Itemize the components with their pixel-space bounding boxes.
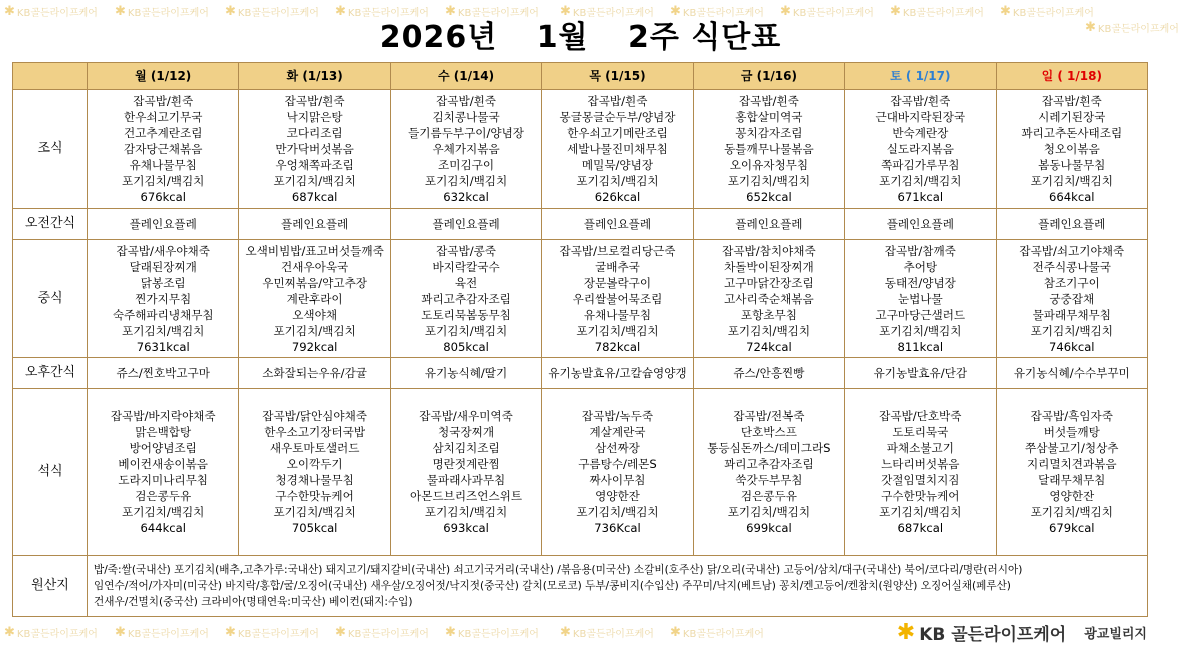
branch-name: 광교빌리지 — [1084, 627, 1147, 642]
row-afternoon-snack — [13, 358, 1148, 389]
dish-item: 우엉채쪽파조림 — [275, 158, 354, 172]
watermark — [670, 625, 764, 640]
origin-line: 밥/죽:쌀(국내산) 포기김치(배추,고추가루:국내산) 돼지고기/돼지갈비(국내산) 쇠고기국거리(국내산) /볶음용(미국산) 소갈비(호주산) 닭/오리(국내산) 고등어/삼치/대구(국내산) 북어/코다리/명란(러시아) — [94, 564, 1023, 576]
calorie-value: 792kcal — [291, 339, 338, 354]
dish-item: 통등심돈까스/데미그라S — [707, 441, 831, 455]
dish-item: 도토리묵봄동무침 — [421, 307, 511, 322]
dish-item: 낙지맑은탕 — [286, 110, 343, 124]
dish-item: 잡곡밥/흰죽 — [284, 94, 345, 108]
kb-star-icon: ✱ — [560, 625, 571, 640]
dish-item: 플레인요플레 — [886, 217, 954, 231]
dish-item: 고구마닭간장조림 — [724, 275, 814, 290]
menu-cell — [239, 209, 390, 240]
menu-cell — [390, 240, 541, 358]
footer — [897, 620, 1147, 645]
dish-item: 잡곡밥/콩죽 — [436, 243, 496, 258]
dish-item: 잡곡밥/흰죽 — [436, 94, 496, 108]
menu-cell — [88, 209, 239, 240]
kb-star-icon: ✱ — [780, 4, 791, 19]
dish-item: 눈법나물 — [897, 291, 943, 306]
dish-item: 건새우아욱국 — [281, 259, 349, 274]
watermark-text: KB골든라이프케어 — [682, 8, 764, 19]
menu-cell — [542, 209, 693, 240]
dish-item: 오색야채 — [292, 307, 338, 322]
dish-item: 시레기된장국 — [1038, 110, 1106, 124]
watermark-text: KB골든라이프케어 — [237, 629, 319, 640]
row-morning-snack — [13, 209, 1148, 240]
dish-item: 한우쇠고기메란조림 — [567, 126, 668, 140]
menu-cell — [693, 90, 844, 209]
origin-line: 임연수/적어/가자미(미국산) 바지락/홍합/굴/오징어(국내산) 새우살/오징어젓/낙지젓(중국산) 갈치(모로코) 두부/콩비지(수입산) 주꾸미/낙지(베트남) 꽁치/켄고등어/켄참치(원양산) 오징어실채(페루산) — [94, 580, 1011, 592]
menu-cell — [390, 358, 541, 389]
dish-item: 짜사이무침 — [589, 473, 646, 487]
day-header: 수 (1/14) — [390, 63, 541, 90]
dish-item: 동틀깨무나물볶음 — [724, 142, 814, 156]
dish-item: 포기김치/백김치 — [122, 505, 205, 519]
dish-item: 유채나물무침 — [583, 307, 652, 322]
dish-item: 잡곡밥/흰죽 — [133, 94, 194, 108]
dish-item: 닭봉조림 — [140, 275, 186, 290]
watermark — [225, 625, 319, 640]
dish-item: 우민찌볶음/약고추장 — [262, 275, 367, 290]
menu-cell — [996, 209, 1147, 240]
menu-cell — [542, 389, 693, 556]
kb-star-icon: ✱ — [670, 4, 681, 19]
dish-item: 버섯들깨탕 — [1043, 425, 1100, 439]
dish-item: 단호박스프 — [740, 425, 797, 439]
day-header: 월 (1/12) — [88, 63, 239, 90]
calorie-value: 632kcal — [443, 190, 489, 204]
dish-item: 장문볼락구이 — [583, 275, 652, 290]
kb-star-icon: ✱ — [4, 625, 15, 640]
calorie-value: 687kcal — [897, 521, 944, 535]
dish-item: 포기김치/백김치 — [273, 323, 356, 338]
calorie-value: 693kcal — [443, 521, 489, 535]
dish-item: 도토리묵국 — [892, 425, 949, 439]
menu-cell — [542, 358, 693, 389]
dish-item: 포기김치/백김치 — [879, 505, 962, 519]
dish-item: 꽈리고추감자조림 — [421, 291, 511, 306]
row-dinner — [13, 389, 1148, 556]
menu-cell — [390, 90, 541, 209]
dish-item: 계살계란국 — [589, 425, 646, 439]
dish-item: 봄동나물무침 — [1038, 158, 1106, 172]
dish-item: 구름탕수/레몬S — [578, 457, 657, 471]
title-month: 1월 — [536, 20, 589, 55]
dish-item: 포기김치/백김치 — [576, 505, 659, 519]
dish-item: 한우쇠고기무국 — [124, 110, 203, 124]
dish-item: 포항초무침 — [740, 307, 797, 322]
dish-item: 고사리죽순채볶음 — [724, 291, 814, 306]
dish-item: 숙주해파리냉채무침 — [112, 307, 214, 322]
dish-item: 세발나물진미채무침 — [567, 142, 668, 156]
menu-cell — [239, 90, 390, 209]
dish-item: 잡곡밥/흑임자죽 — [1030, 409, 1113, 423]
calorie-value: 736Kcal — [594, 521, 641, 535]
watermark-text: KB골든라이프케어 — [347, 8, 429, 19]
dish-item: 잡곡밥/바지락야채죽 — [110, 409, 216, 423]
calorie-value: 805kcal — [443, 339, 489, 354]
watermark-text: KB골든라이프케어 — [16, 629, 98, 640]
dish-item: 달래된장찌개 — [129, 259, 197, 274]
dish-item: 달래무채무침 — [1038, 473, 1106, 487]
watermark-text: KB골든라이프케어 — [1012, 8, 1094, 19]
dish-item: 쥬스/찐호박고구마 — [116, 366, 210, 380]
row-label: 석식 — [13, 389, 88, 556]
menu-cell — [390, 209, 541, 240]
dish-item: 포기김치/백김치 — [576, 174, 659, 188]
calorie-value: 644kcal — [140, 521, 186, 535]
kb-star-icon: ✱ — [115, 4, 126, 19]
kb-star-icon: ✱ — [1000, 4, 1011, 19]
menu-cell — [845, 389, 996, 556]
calorie-value: 687kcal — [291, 190, 338, 204]
row-label: 오후간식 — [13, 358, 88, 389]
dish-item: 삼선짜장 — [595, 441, 640, 455]
dish-item: 잡곡밥/흰죽 — [587, 94, 648, 108]
kb-star-icon: ✱ — [115, 625, 126, 640]
menu-cell — [996, 389, 1147, 556]
day-header: 금 (1/16) — [693, 63, 844, 90]
dish-item: 오이유자청무침 — [729, 158, 809, 172]
dish-item: 실도라지볶음 — [886, 142, 954, 156]
dish-item: 김치콩나물국 — [432, 110, 500, 124]
dish-item: 검은콩두유 — [135, 489, 192, 503]
calorie-value: 7631kcal — [136, 339, 190, 354]
dish-item: 반숙계란장 — [892, 126, 949, 140]
watermark-text: KB골든라이프케어 — [792, 8, 874, 19]
kb-star-icon: ✱ — [1085, 20, 1096, 35]
watermark — [115, 625, 209, 640]
dish-item: 쥬스/안흥찐빵 — [733, 366, 805, 380]
dish-item: 계란후라이 — [286, 291, 343, 306]
brand-name: KB 골든라이프케어 — [919, 625, 1067, 645]
watermark-text: KB골든라이프케어 — [237, 8, 319, 19]
dish-item: 쭈삼불고기/청상추 — [1025, 441, 1119, 455]
dish-item: 파채소불고기 — [886, 441, 954, 455]
dish-item: 건고추계란조림 — [124, 126, 203, 140]
dish-item: 검은콩두유 — [740, 489, 797, 503]
watermark-text: KB골든라이프케어 — [457, 8, 539, 19]
dish-item: 유기농식혜/수수부꾸미 — [1013, 366, 1130, 380]
dish-item: 포기김치/백김치 — [1030, 323, 1113, 338]
dish-item: 포기김치/백김치 — [1030, 174, 1113, 188]
dish-item: 들기름두부구이/양념장 — [408, 126, 524, 140]
watermark-text: KB골든라이프케어 — [572, 8, 654, 19]
kb-star-icon: ✱ — [890, 4, 901, 19]
dish-item: 포기김치/백김치 — [576, 323, 659, 338]
dish-item: 플레인요플레 — [129, 217, 197, 231]
dish-item: 플레인요플레 — [1038, 217, 1106, 231]
watermark-text: KB골든라이프케어 — [16, 8, 98, 19]
dish-item: 참조기구이 — [1043, 275, 1100, 290]
dish-item: 한우소고기장터국밥 — [264, 425, 366, 439]
menu-cell — [996, 240, 1147, 358]
dish-item: 육전 — [454, 275, 478, 290]
calorie-value: 699kcal — [746, 521, 792, 535]
menu-cell — [542, 90, 693, 209]
dish-item: 방어양념조림 — [129, 441, 197, 455]
kb-star-icon: ✱ — [560, 4, 571, 19]
kb-star-icon: ✱ — [4, 4, 15, 19]
dish-item: 아몬드브리즈언스위트 — [410, 489, 523, 503]
dish-item: 포기김치/백김치 — [122, 323, 205, 338]
calorie-value: 664kcal — [1048, 190, 1095, 204]
watermark — [335, 625, 429, 640]
kb-star-icon: ✱ — [335, 4, 346, 19]
row-label: 중식 — [13, 240, 88, 358]
dish-item: 유채나물무침 — [129, 158, 197, 172]
dish-item: 삼치김치조림 — [432, 441, 500, 455]
dish-item: 바지락칼국수 — [432, 259, 500, 274]
dish-item: 영양한잔 — [595, 489, 640, 503]
watermark-text: KB골든라이프케어 — [127, 629, 209, 640]
watermark — [4, 625, 98, 640]
dish-item: 전주식콩나물국 — [1032, 259, 1111, 274]
dish-item: 포기김치/백김치 — [727, 323, 811, 338]
dish-item: 플레인요플레 — [432, 217, 500, 231]
dish-item: 잡곡밥/흰죽 — [1041, 94, 1102, 108]
menu-cell — [88, 389, 239, 556]
dish-item: 오색비빔밥/표고버섯들깨죽 — [245, 243, 384, 258]
row-breakfast — [13, 90, 1148, 209]
dish-item: 굴배추국 — [595, 259, 640, 274]
day-header: 화 (1/13) — [239, 63, 390, 90]
watermark-text: KB골든라이프케어 — [457, 629, 539, 640]
row-label: 오전간식 — [13, 209, 88, 240]
origin-info — [88, 556, 1148, 617]
kb-star-icon: ✱ — [225, 625, 236, 640]
menu-cell — [88, 90, 239, 209]
dish-item: 몽글몽글순두부/양념장 — [559, 110, 676, 124]
kb-star-icon: ✱ — [225, 4, 236, 19]
watermark — [560, 625, 654, 640]
dish-item: 잡곡밥/흰죽 — [738, 94, 799, 108]
day-header: 목 (1/15) — [542, 63, 693, 90]
watermark-text: KB골든라이프케어 — [572, 629, 654, 640]
calorie-value: 671kcal — [897, 190, 944, 204]
calorie-value: 705kcal — [291, 521, 338, 535]
dish-item: 소화잘되는우유/감귤 — [262, 366, 367, 380]
title-week: 2주 식단표 — [628, 20, 782, 55]
menu-cell — [845, 358, 996, 389]
menu-cell — [845, 209, 996, 240]
menu-cell — [693, 209, 844, 240]
dish-item: 우체가지볶음 — [432, 142, 500, 156]
watermark-text: KB골든라이프케어 — [902, 8, 984, 19]
menu-cell — [845, 90, 996, 209]
dish-item: 느타리버섯볶음 — [881, 457, 960, 471]
dish-item: 맑은백합탕 — [135, 425, 192, 439]
dish-item: 포기김치/백김치 — [879, 174, 962, 188]
dish-item: 잡곡밥/참치야채죽 — [722, 243, 816, 258]
brand-logo — [897, 620, 1066, 645]
dish-item: 포기김치/백김치 — [273, 505, 356, 519]
menu-cell — [239, 358, 390, 389]
dish-item: 구수한맛뉴케어 — [275, 489, 354, 503]
dish-item: 유기농식혜/딸기 — [424, 366, 508, 380]
dish-item: 동태전/양념장 — [884, 275, 956, 290]
dish-item: 새우토마토샐러드 — [269, 441, 360, 455]
menu-cell — [88, 358, 239, 389]
dish-item: 구수한맛뉴케어 — [881, 489, 960, 503]
dish-item: 포기김치/백김치 — [122, 174, 205, 188]
row-lunch — [13, 240, 1148, 358]
dish-item: 근대바지락된장국 — [875, 110, 966, 124]
menu-cell — [845, 240, 996, 358]
page-title — [0, 12, 1161, 56]
day-header-row — [13, 63, 1148, 90]
dish-item: 청경채나물무침 — [275, 473, 354, 487]
dish-item: 우리쌀불어묵조림 — [572, 291, 663, 306]
kb-star-icon: ✱ — [445, 625, 456, 640]
calorie-value: 626kcal — [594, 190, 641, 204]
row-label: 원산지 — [13, 556, 88, 617]
dish-item: 고구마당근샐러드 — [875, 307, 966, 322]
dish-item: 플레인요플레 — [583, 217, 652, 231]
dish-item: 만가닥버섯볶음 — [275, 142, 354, 156]
dish-item: 추어탕 — [903, 259, 938, 274]
dish-item: 차돌박이된장찌개 — [724, 259, 814, 274]
dish-item: 잡곡밥/브로컬리당근죽 — [559, 243, 676, 258]
dish-item: 플레인요플레 — [281, 217, 349, 231]
dish-item: 메밀묵/양념장 — [581, 158, 654, 172]
kb-star-icon: ✱ — [670, 625, 681, 640]
watermark-text: KB골든라이프케어 — [682, 629, 764, 640]
dish-item: 포기김치/백김치 — [727, 174, 811, 188]
menu-cell — [996, 358, 1147, 389]
dish-item: 포기김치/백김치 — [727, 505, 811, 519]
dish-item: 잡곡밥/쇠고기야채죽 — [1019, 243, 1125, 258]
dish-item: 포기김치/백김치 — [273, 174, 356, 188]
menu-cell — [239, 389, 390, 556]
dish-item: 갓절임멸치지짐 — [881, 473, 960, 487]
dish-item: 잡곡밥/녹두죽 — [581, 409, 654, 423]
dish-item: 포기김치/백김치 — [879, 323, 962, 338]
calorie-value: 679kcal — [1048, 521, 1095, 535]
dish-item: 도라지미나리무침 — [118, 473, 209, 487]
origin-line: 건새우/건멸치(중국산) 크라비아(명태연육:미국산) 베이컨(돼지:수입) — [94, 596, 413, 608]
kb-star-icon: ✱ — [445, 4, 456, 19]
day-header-sunday: 일 ( 1/18) — [996, 63, 1147, 90]
dish-item: 오이깍두기 — [286, 457, 343, 471]
dish-item: 포기김치/백김치 — [1030, 505, 1113, 519]
dish-item: 청국장찌개 — [438, 425, 495, 439]
dish-item: 잡곡밥/전복죽 — [733, 409, 805, 423]
dish-item: 유기농발효유/단감 — [873, 366, 968, 380]
calorie-value: 676kcal — [140, 190, 186, 204]
dish-item: 쪽파김가루무침 — [881, 158, 960, 172]
menu-cell — [693, 240, 844, 358]
dish-item: 베이컨새송이볶음 — [118, 457, 209, 471]
menu-cell — [693, 389, 844, 556]
calorie-value: 811kcal — [897, 339, 944, 354]
dish-item: 홍합살미역국 — [735, 110, 803, 124]
watermark-text: KB골든라이프케어 — [1097, 24, 1179, 35]
dish-item: 코다리조림 — [286, 126, 343, 140]
dish-item: 잡곡밥/닭안심야채죽 — [262, 409, 367, 423]
dish-item: 감자당근채볶음 — [124, 142, 203, 156]
dish-item: 조미김구이 — [438, 158, 495, 172]
dish-item: 꽈리고추감자조림 — [724, 457, 814, 471]
dish-item: 잡곡밥/새우야채죽 — [116, 243, 210, 258]
kb-star-icon: ✱ — [335, 625, 346, 640]
row-label: 조식 — [13, 90, 88, 209]
watermark-text: KB골든라이프케어 — [347, 629, 429, 640]
dish-item: 물파래무채무침 — [1032, 307, 1111, 322]
row-origin — [13, 556, 1148, 617]
dish-item: 지리멸치견과볶음 — [1026, 457, 1117, 471]
calorie-value: 652kcal — [746, 190, 792, 204]
dish-item: 찐가지무침 — [135, 291, 192, 306]
calorie-value: 724kcal — [746, 339, 792, 354]
menu-cell — [996, 90, 1147, 209]
calorie-value: 746kcal — [1048, 339, 1095, 354]
dish-item: 쑥갓두부무침 — [735, 473, 803, 487]
menu-cell — [693, 358, 844, 389]
dish-item: 잡곡밥/새우미역죽 — [419, 409, 513, 423]
dish-item: 꽈리고추돈사태조림 — [1021, 126, 1123, 140]
dish-item: 청오이볶음 — [1043, 142, 1100, 156]
dish-item: 포기김치/백김치 — [424, 174, 508, 188]
dish-item: 잡곡밥/참깨죽 — [884, 243, 956, 258]
menu-cell — [239, 240, 390, 358]
title-year: 2026년 — [379, 20, 498, 55]
dish-item: 유기농발효유/고칼슘영양갱 — [548, 366, 687, 380]
watermark — [445, 625, 539, 640]
dish-item: 명란젓계란찜 — [432, 457, 500, 471]
kb-star-icon: ✱ — [896, 620, 916, 645]
menu-cell — [390, 389, 541, 556]
dish-item: 궁중잡채 — [1049, 291, 1095, 306]
meal-plan-table — [12, 62, 1148, 617]
watermark-text: KB골든라이프케어 — [127, 8, 209, 19]
dish-item: 포기김치/백김치 — [424, 323, 508, 338]
calorie-value: 782kcal — [594, 339, 641, 354]
corner-cell — [13, 63, 88, 90]
dish-item: 잡곡밥/흰죽 — [890, 94, 951, 108]
dish-item: 꽁치감자조림 — [735, 126, 803, 140]
menu-cell — [542, 240, 693, 358]
dish-item: 잡곡밥/단호박죽 — [879, 409, 962, 423]
day-header-saturday: 토 ( 1/17) — [845, 63, 996, 90]
menu-cell — [88, 240, 239, 358]
dish-item: 물파래사과무침 — [426, 473, 506, 487]
dish-item: 포기김치/백김치 — [424, 505, 508, 519]
dish-item: 영양한잔 — [1049, 489, 1095, 503]
dish-item: 플레인요플레 — [735, 217, 803, 231]
